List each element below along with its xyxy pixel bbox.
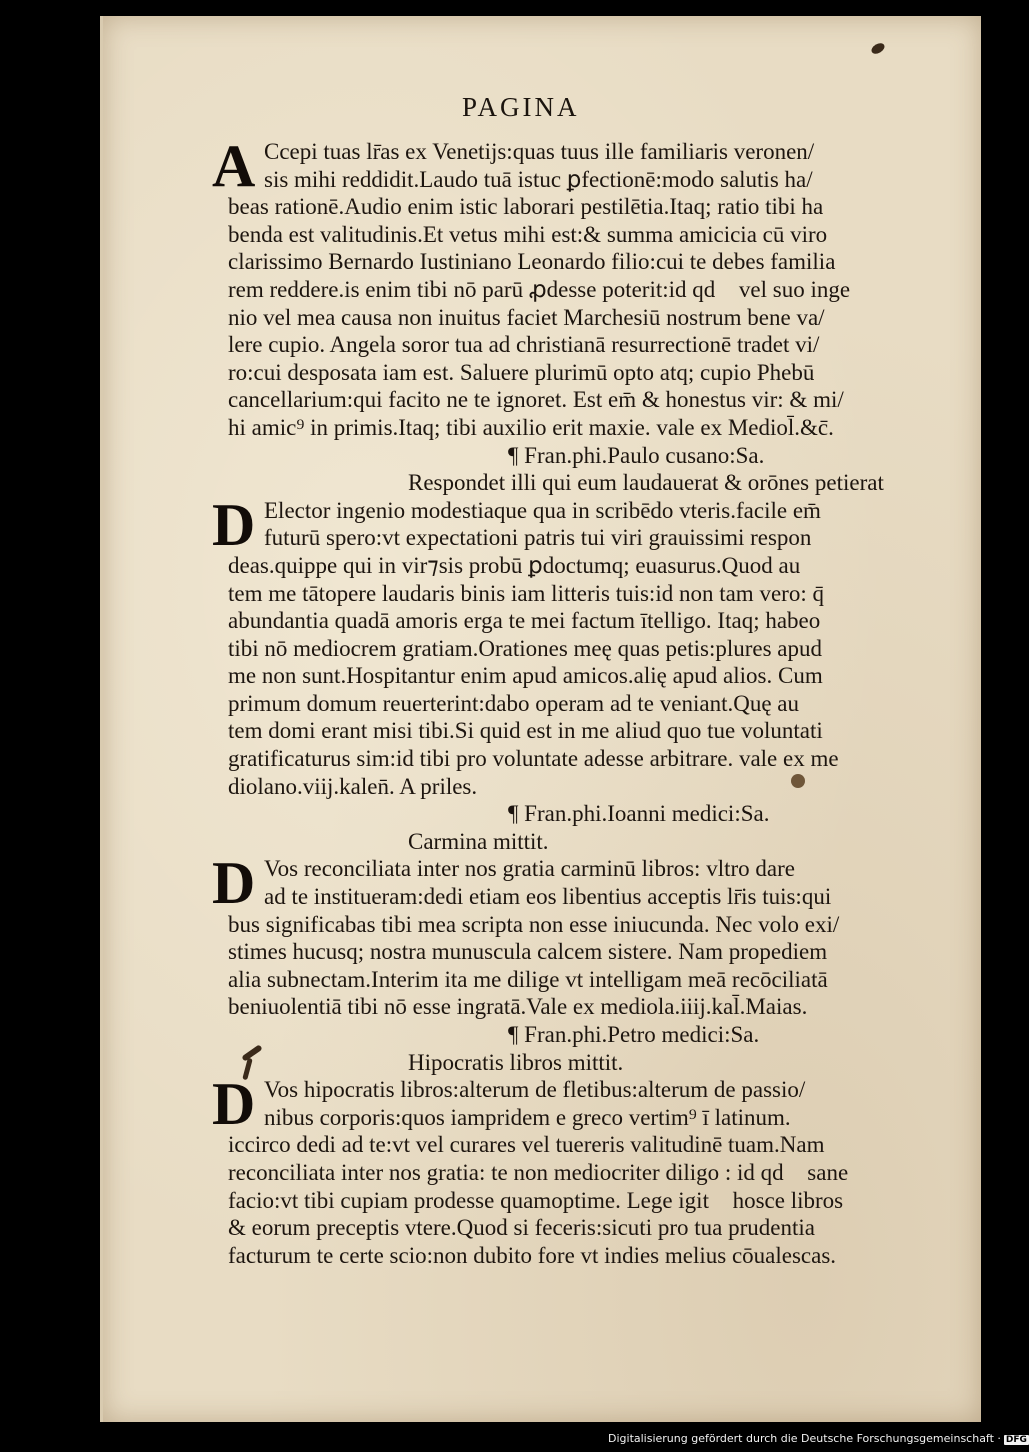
text-line: nio vel mea causa non inuitus faciet Marchesiū nostrum bene va/ [228, 304, 825, 330]
text-line: tem me tātopere laudaris binis iam litteris tuis:id non tam vero: q̄ [228, 580, 824, 606]
text-line: abundantia quadā amoris erga te mei factum ītelligo. Itaq; habeo [228, 608, 821, 634]
text-line: futurū spero:vt expectationi patris tui viri grauissimi respon [264, 525, 812, 551]
text-line: rem reddere.is enim tibi nō parū ꝓdesse poterit:id qd᷑ vel suo inge [228, 276, 851, 302]
initial-letter: D [212, 491, 256, 558]
text-line: ro:cui desposata iam est. Saluere plurimū opto atq; cupio Phebū [228, 359, 815, 385]
page-text [212, 133, 964, 1269]
text-line: Elector ingenio modestiaque qua in scribēdo vteris.facile em̄ [264, 497, 821, 523]
text-line: me non sunt.Hospitantur enim apud amicos.alię apud alios. Cum [228, 663, 823, 689]
letter-heading: ¶ Fran.phi.Ioanni medici:Sa. [508, 801, 770, 827]
letter-subheading: Carmina mittit. [408, 828, 549, 854]
text-line: primum domum reuerterint:dabo operam ad te veniant.Quę au [228, 690, 799, 716]
text-line: deas.quippe qui in vir⁊sis probū ꝑdoctumq; euasurus.Quod au [228, 552, 801, 578]
text-line: bus significabas tibi mea scripta non esse iniucunda. Nec volo exi/ [228, 911, 840, 937]
footer-text: Digitalisierung gefördert durch die Deutsche Forschungsgemeinschaft · [608, 1432, 1001, 1445]
letter-body [212, 133, 964, 442]
text-line: tibi nō mediocrem gratiam.Orationes meę quas petis:plures apud [228, 635, 823, 661]
text-line: cancellarium:qui facito ne te ignoret. Est em̄ & honestus vir: & mi/ [228, 387, 844, 413]
text-line: sis mihi reddidit.Laudo tuā istuc ꝑfectionē:modo salutis ha/ [264, 166, 813, 192]
text-line: diolano.viij.kalen̄. A priles. [228, 773, 478, 799]
initial-letter: D [212, 1071, 256, 1138]
text-line: clarissimo Bernardo Iustiniano Leonardo filio:cui te debes familia [228, 249, 836, 275]
letter-body [212, 1071, 964, 1269]
text-line: beniuolentiā tibi nō esse ingratā.Vale ex mediola.iiij.kal̄.Maias. [228, 994, 808, 1020]
text-line: facio:vt tibi cupiam prodesse quamoptime. Lege igit᷑ hosce libros [228, 1187, 844, 1213]
text-line: alia subnectam.Interim ita me dilige vt intelligam meā recōciliatā [228, 966, 828, 992]
dfg-logo: DFG [1005, 1435, 1027, 1445]
text-line: stimes hucusq; nostra munuscula calcem sistere. Nam propediem [228, 939, 828, 965]
text-line: ad te institueram:dedi etiam eos libentius acceptis lr̄is tuis:qui [264, 884, 832, 910]
text-line: Vos reconciliata inter nos gratia carminū libros: vltro dare [264, 856, 795, 882]
text-line: iccirco dedi ad te:vt vel curares vel tuereris valitudinē tuam.Nam [228, 1132, 825, 1158]
letter-heading: ¶ Fran.phi.Paulo cusano:Sa. [508, 442, 765, 468]
text-line: Ccepi tuas lr̄as ex Venetijs:quas tuus ille familiaris veronen/ [264, 139, 815, 164]
text-line: gratificaturus sim:id tibi pro voluntate adesse arbitrare. vale ex me [228, 746, 839, 772]
letter-body [212, 850, 964, 1021]
text-line: lere cupio. Angela soror tua ad christianā resurrectionē tradet vi/ [228, 332, 820, 358]
letter-subheading: Respondet illi qui eum laudauerat & orōnes petierat [408, 470, 884, 496]
text-line: benda est valitudinis.Et vetus mihi est:& summa amicicia cū viro [228, 221, 828, 247]
text-line: Vos hipocratis libros:alterum de fletibus:alterum de passio/ [264, 1077, 806, 1103]
digitization-credit [608, 1432, 1029, 1445]
ink-stain [870, 41, 887, 56]
text-line: & eorum preceptis vtere.Quod si feceris:sicuti pro tua prudentia [228, 1215, 815, 1241]
initial-letter: A [212, 133, 256, 199]
text-line: reconciliata inter nos gratia: te non mediocriter diligo : id qd᷑ sane [228, 1159, 849, 1185]
running-head: PAGINA [462, 92, 580, 122]
text-line: facturum te certe scio:non dubito fore vt indies melius cōualescas. [228, 1242, 837, 1268]
text-line: hi amic⁹ in primis.Itaq; tibi auxilio erit maxie. vale ex Mediol̄.&c̄. [228, 414, 834, 440]
letter-subheading: Hipocratis libros mittit. [408, 1049, 624, 1075]
text-line: tem domi erant misi tibi.Si quid est in me aliud quo tue voluntati [228, 718, 823, 744]
letter-body [212, 491, 964, 801]
initial-letter: D [212, 850, 256, 917]
text-line: nibus corporis:quos iampridem e greco vertim⁹ ī latinum. [264, 1104, 791, 1130]
text-line: beas rationē.Audio enim istic laborari pestilētia.Itaq; ratio tibi ha [228, 194, 824, 220]
letter-heading: ¶ Fran.phi.Petro medici:Sa. [508, 1022, 760, 1047]
